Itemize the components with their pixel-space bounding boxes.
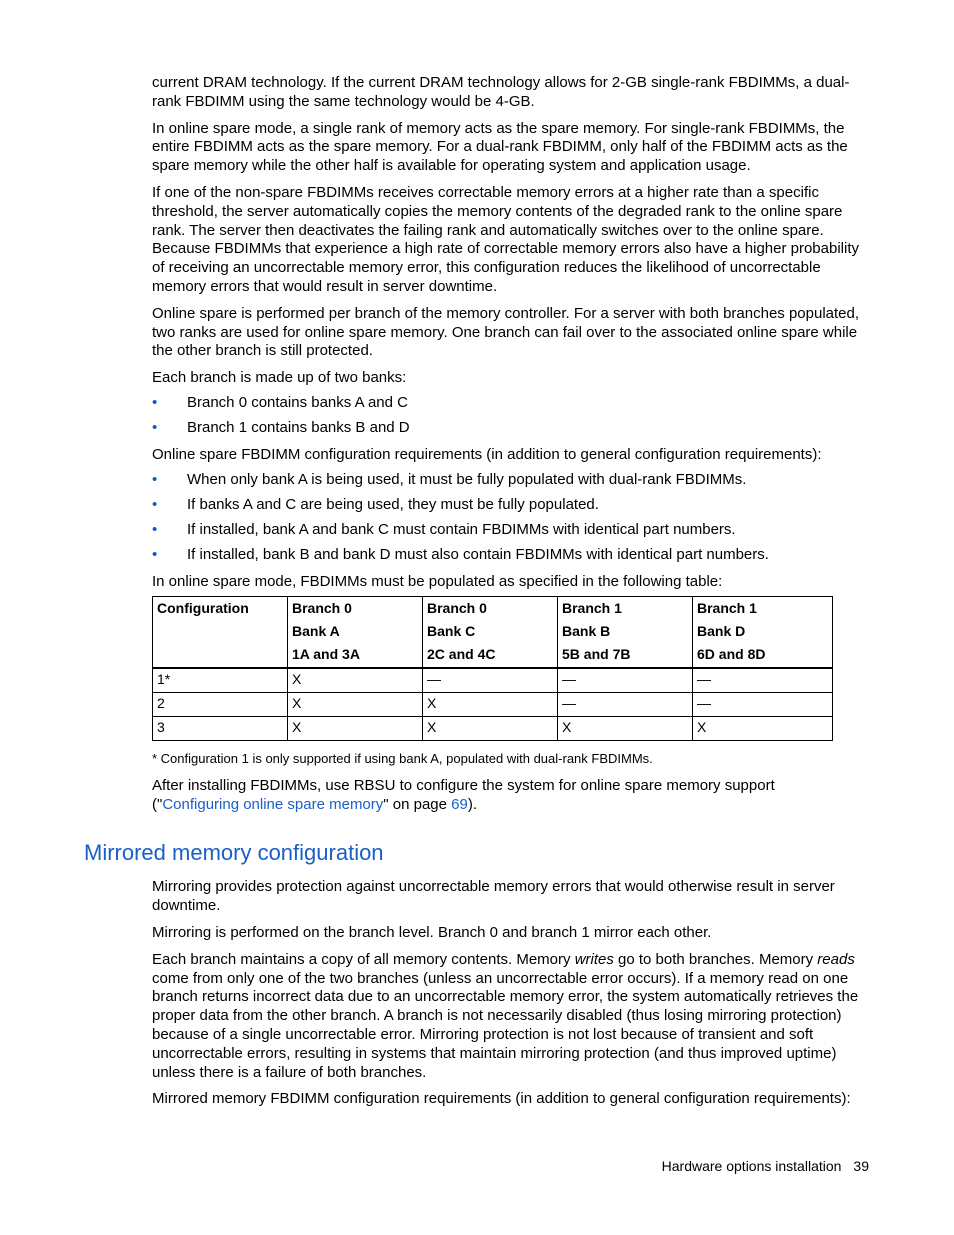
list-item: • Branch 0 contains banks A and C [152,393,408,411]
table-cell: X [693,716,833,740]
table-cell: X [288,692,423,716]
list-item: • If installed, bank B and bank D must also contain FBDIMMs with identical part numbers. [152,546,769,564]
table-cell: X [423,716,558,740]
paragraph: In online spare mode, FBDIMMs must be populated as specified in the following table: [152,573,723,591]
list-item: • If installed, bank A and bank C must contain FBDIMMs with identical part numbers. [152,521,736,539]
page-footer [662,1158,869,1174]
requirements-list [152,471,867,565]
table-row [153,716,833,740]
table-header-cell: Branch 0 Bank C 2C and 4C [423,596,558,667]
table-cell: — [558,668,693,693]
config-table [152,596,833,741]
table-cell: 2 [153,692,288,716]
paragraph: In online spare mode, a single rank of memory acts as the spare memory. For single-rank FBDIMMs, the entire FBDIMM acts as the spare memory. For a dual-rank FBDIMM, only half of the FBDIMM acts as the spare memory while the other half is available for operating system and application usage. [152,119,848,175]
paragraph: After installing FBDIMMs, use RBSU to configure the system for online spare memory support ("Configuring online spare memory" on page 69). [152,776,775,813]
table-cell: X [288,716,423,740]
section-heading: Mirrored memory configuration [84,840,384,866]
configuring-online-spare-memory-link[interactable]: Configuring online spare memory [162,795,384,813]
paragraph: If one of the non-spare FBDIMMs receives correctable memory errors at a higher rate than a specific threshold, the server automatically copies the memory contents of the degraded rank to the online spare rank. The server then deactivates the failing rank and automatically switches over to the online spare. Because FBDIMMs that experience a high rate of correctable memory errors also have a higher probability of receiving an uncorrectable memory error, this configuration reduces the likelihood of uncorrectable memory errors that would result in server downtime. [152,183,859,295]
list-item: • Branch 1 contains banks B and D [152,419,410,437]
list-item: • If banks A and C are being used, they must be fully populated. [152,495,599,513]
bullet-icon: • [152,419,158,437]
table-row [153,692,833,716]
table-header-row [153,596,833,667]
table-cell: X [423,692,558,716]
table-row [153,668,833,693]
page-content [84,74,867,1117]
bullet-icon: • [152,546,158,564]
table-header-cell: Branch 0 Bank A 1A and 3A [288,596,423,667]
page-number: 39 [853,1158,869,1174]
table-cell: — [423,668,558,693]
paragraph: Each branch maintains a copy of all memory contents. Memory writes go to both branches. Memory reads come from only one of the two branches (unless an uncorrectable error occurs). If a memory read on one branch returns incorrect data due to an uncorrectable memory error, the system automatically retrieves the proper data from the other branch. A branch is not necessarily disabled (thus losing mirroring protection) because of a single uncorrectable error. Mirroring protection is not lost because of transient and soft uncorrectable errors, resulting in systems that maintain mirroring protection (and thus improved uptime) unless there is a failure of both branches. [152,950,859,1081]
footer-section-title: Hardware options installation [661,1158,842,1174]
table-cell: — [693,692,833,716]
table-cell: X [288,668,423,693]
table-cell: X [558,716,693,740]
table-header-cell: Configuration [153,596,288,667]
bullet-icon: • [152,521,158,539]
table-header-cell: Branch 1 Bank B 5B and 7B [558,596,693,667]
table-header-cell: Branch 1 Bank D 6D and 8D [693,596,833,667]
paragraph: Mirrored memory FBDIMM configuration requirements (in addition to general configuration requirements): [152,1090,851,1108]
bullet-icon: • [152,470,158,488]
branch-list [152,394,867,438]
page-69-link[interactable]: 69 [451,795,468,813]
paragraph: Online spare FBDIMM configuration requirements (in addition to general configuration requirements): [152,445,822,463]
paragraph: Mirroring provides protection against uncorrectable memory errors that would otherwise result in server downtime. [152,878,835,915]
table-cell: 1* [153,668,288,693]
list-item: • When only bank A is being used, it must be fully populated with dual-rank FBDIMMs. [152,470,747,488]
paragraph: Each branch is made up of two banks: [152,369,407,387]
bullet-icon: • [152,393,158,411]
paragraph: Online spare is performed per branch of the memory controller. For a server with both branches populated, two ranks are used for online spare memory. One branch can fail over to the associated online spare while the other branch is still protected. [152,304,860,360]
table-cell: — [558,692,693,716]
table-cell: 3 [153,716,288,740]
bullet-icon: • [152,495,158,513]
table-cell: — [693,668,833,693]
paragraph: current DRAM technology. If the current DRAM technology allows for 2-GB single-rank FBDIMMs, a dual-rank FBDIMM using the same technology would be 4-GB. [152,74,850,110]
table-footnote: * Configuration 1 is only supported if using bank A, populated with dual-rank FBDIMMs. [152,750,653,766]
paragraph: Mirroring is performed on the branch level. Branch 0 and branch 1 mirror each other. [152,923,712,941]
